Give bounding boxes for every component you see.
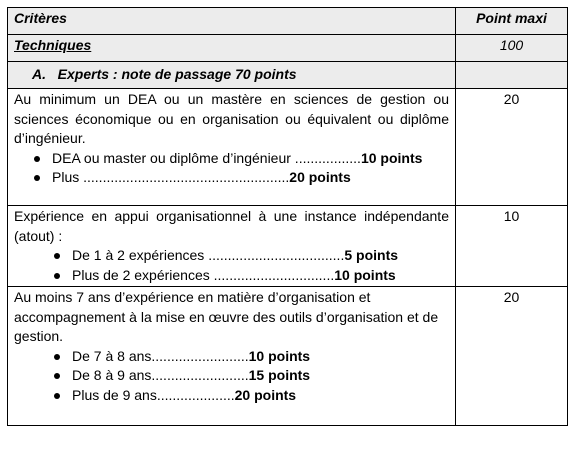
- list-item: De 1 à 2 expériences ...................................5 points: [54, 246, 449, 266]
- points-cell: 20: [456, 287, 568, 426]
- list-item: Plus de 9 ans....................20 points: [54, 386, 449, 406]
- criteria-row-diploma: [8, 89, 568, 206]
- criteria-table: [7, 7, 568, 426]
- list-item: De 8 à 9 ans.........................15 points: [54, 366, 449, 386]
- header-criteres: Critères: [8, 8, 456, 35]
- criteria-list: [14, 347, 449, 406]
- criteria-row-experience: [8, 206, 568, 287]
- techniques-points: 100: [456, 35, 568, 62]
- section-a-row: [8, 62, 568, 89]
- points-cell: 10: [456, 206, 568, 287]
- techniques-label: Techniques: [14, 37, 92, 53]
- section-a-title: Experts : note de passage 70 points: [57, 66, 297, 83]
- list-item: Plus .....................................................20 points: [34, 168, 449, 188]
- criteria-text: Au moins 7 ans d’expérience en matière d’organisation et accompagnement à la mise en œuvre des outils d’organisation et de gestion.: [14, 289, 439, 344]
- list-item: De 7 à 8 ans.........................10 points: [54, 347, 449, 367]
- header-point-maxi: Point maxi: [456, 8, 568, 35]
- points-cell: 20: [456, 89, 568, 206]
- criteria-text: Expérience en appui organisationnel à une instance indépendante (atout) :: [14, 208, 449, 244]
- techniques-row: [8, 35, 568, 62]
- criteria-list: [14, 246, 449, 285]
- criteria-list: [14, 149, 449, 188]
- criteria-text: Au minimum un DEA ou un mastère en sciences de gestion ou sciences économique ou en organisation ou équivalent ou diplôme d’ingénieur.: [14, 91, 449, 146]
- header-row: [8, 8, 568, 35]
- list-item: DEA ou master ou diplôme d’ingénieur .................10 points: [34, 149, 449, 169]
- section-a-letter: A.: [32, 66, 46, 83]
- list-item: Plus de 2 expériences ...............................10 points: [54, 266, 449, 286]
- criteria-row-years: [8, 287, 568, 426]
